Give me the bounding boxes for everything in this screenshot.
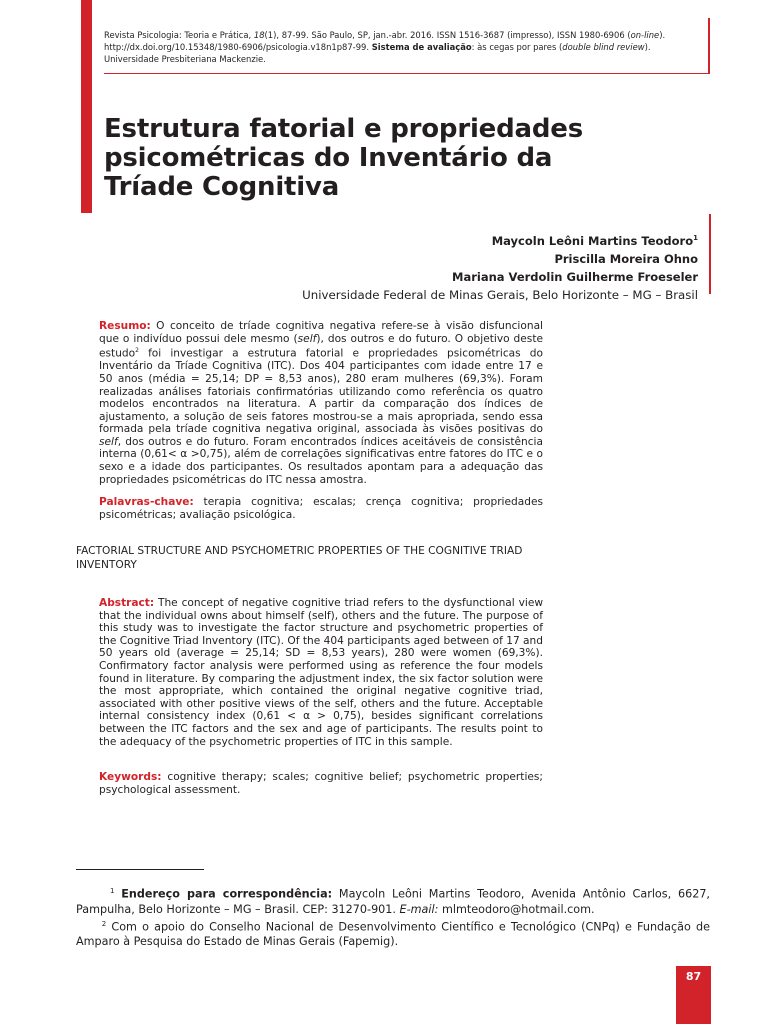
- title-line-3: Tríade Cognitiva: [104, 172, 340, 202]
- resumo-text-a: O conceito de tríade cognitiva negativa refere-se à visão disfuncional que o indivíduo possui dele mesmo (: [99, 320, 543, 345]
- footnote-1-text: Maycoln Leôni Martins Teodoro, Avenida Antônio Carlos, 6627, Pampulha, Belo Horizonte – MG – Brasil. CEP: 31270-901.: [76, 887, 710, 916]
- keywords-label: Keywords:: [99, 771, 162, 783]
- author-1-name: Maycoln Leôni Martins Teodoro: [491, 233, 694, 248]
- email-address: mlmteodoro@hotmail.com.: [438, 902, 595, 916]
- author-1-sup: 1: [693, 234, 698, 242]
- review-text: : às cegas por pares (: [471, 42, 563, 52]
- author-1: [280, 229, 698, 250]
- online-label: on-line: [630, 30, 660, 40]
- keywords-paragraph: [99, 771, 543, 796]
- volume: 18: [253, 30, 265, 40]
- resumo-text-c: foi investigar a estrutura fatorial e propriedades psicométricas do Inventário da Tríade Cognitiva (ITC). Dos 404 participantes com idade entre 17 e 50 anos (média = 25,14; DP = 8,53 anos), 280 eram mulheres (69,3%). Foram realizadas análises fatoriais confirmatórias utilizando como referência os quatro modelos encontrados na literatura. A partir da comparação dos índices de ajustamento, a solução de seis fatores mostrou-se a mais apropriada, sendo essa formada pela tríade cognitiva negativa original, associada às visões positivas do: [99, 347, 543, 436]
- citation-text-2: (1), 87-99. São Paulo, SP, jan.-abr. 2016. ISSN 1516-3687 (impresso), ISSN 1980-6906 (: [264, 30, 631, 40]
- affiliation: Universidade Federal de Minas Gerais, Belo Horizonte – MG – Brasil: [302, 287, 698, 302]
- footnotes: [76, 884, 710, 949]
- publisher: Universidade Presbiteriana Mackenzie.: [104, 54, 266, 64]
- palavras-chave-paragraph: [99, 496, 543, 521]
- email-label: E-mail:: [399, 902, 439, 916]
- author-3: Mariana Verdolin Guilherme Froeseler: [452, 269, 698, 284]
- footnote-2: [76, 917, 710, 950]
- review-end: ).: [644, 42, 651, 52]
- resumo-paragraph: [99, 320, 543, 486]
- footnote-1-num: 1: [110, 887, 115, 895]
- left-accent-bar: [81, 0, 92, 213]
- palavras-text: terapia cognitiva; escalas; crença cognitiva; propriedades psicométricas; avaliação psicológica.: [99, 496, 543, 521]
- english-title: FACTORIAL STRUCTURE AND PSYCHOMETRIC PROPERTIES OF THE COGNITIVE TRIAD INVENTORY: [76, 545, 523, 571]
- authors-block: [280, 229, 698, 304]
- abstract-text: The concept of negative cognitive triad refers to the dysfunctional view that the individual owns about himself (self), others and the future. The purpose of this study was to investigate the factor structure and psychometric properties of the Cognitive Triad Inventory (ITC). Of the 404 participants aged between of 17 and 50 years old (average = 25,14; SD = 8,53 years), 280 were women (69,3%). Confirmatory factor analysis were performed using as reference the four models found in literature. By comparing the adjustment index, the six factor solution were the most appropriate, which contained the original negative cognitive triad, associated with other positive views of the self, others and the future. Acceptable internal consistency index (0,61 < α > 0,75), besides significant correlations between the ITC factors and the sex and age of participants. The results point to the adequacy of the psychometric properties of ITC in this sample.: [99, 597, 543, 748]
- keywords-text: cognitive therapy; scales; cognitive belief; psychometric properties; psychological assessment.: [99, 771, 543, 796]
- resumo-self-2: self: [99, 435, 118, 448]
- resumo-label: Resumo:: [99, 320, 151, 332]
- resumo-text-b: ), dos outros e do futuro. O objetivo deste estudo: [99, 332, 543, 360]
- title-line-2: psicométricas do Inventário da: [104, 143, 553, 173]
- footnote-2-text: Com o apoio do Conselho Nacional de Desenvolvimento Científico e Tecnológico (CNPq) e Fundação de Amparo à Pesquisa do Estado de Minas Gerais (Fapemig).: [76, 920, 711, 949]
- abstract-label: Abstract:: [99, 597, 155, 609]
- resumo-text-d: , dos outros e do futuro. Foram encontrados índices aceitáveis de consistência interna (0,61< α >0,75), além de correlações significativas entre fatores do ITC e o sexo e a idade dos participantes. Os resultados apontam para a adequação das propriedades psicométricas do ITC nessa amostra.: [99, 435, 543, 486]
- page-number: 87: [685, 970, 702, 983]
- footnote-1-label: Endereço para correspondência:: [121, 887, 333, 901]
- citation-text: Revista Psicologia: Teoria e Prática,: [104, 30, 254, 40]
- abstract-paragraph: [99, 597, 543, 748]
- palavras-label: Palavras-chave:: [99, 496, 194, 508]
- resumo-self: self: [297, 332, 317, 345]
- title-line-1: Estrutura fatorial e propriedades: [104, 114, 583, 144]
- footnote-rule: [76, 869, 204, 870]
- resumo-sup: 2: [135, 347, 139, 355]
- article-title: [104, 115, 624, 202]
- journal-header: [104, 18, 710, 74]
- review-label: Sistema de avaliação: [371, 42, 472, 52]
- review-en: double blind review: [562, 42, 645, 52]
- author-2: Priscilla Moreira Ohno: [554, 251, 698, 266]
- doi-text: ). http://dx.doi.org/10.15348/1980-6906/psicologia.v18n1p87-99.: [104, 30, 666, 52]
- footnote-2-num: 2: [101, 919, 107, 928]
- author-accent-rule: [709, 214, 711, 294]
- footnote-1: [76, 884, 710, 917]
